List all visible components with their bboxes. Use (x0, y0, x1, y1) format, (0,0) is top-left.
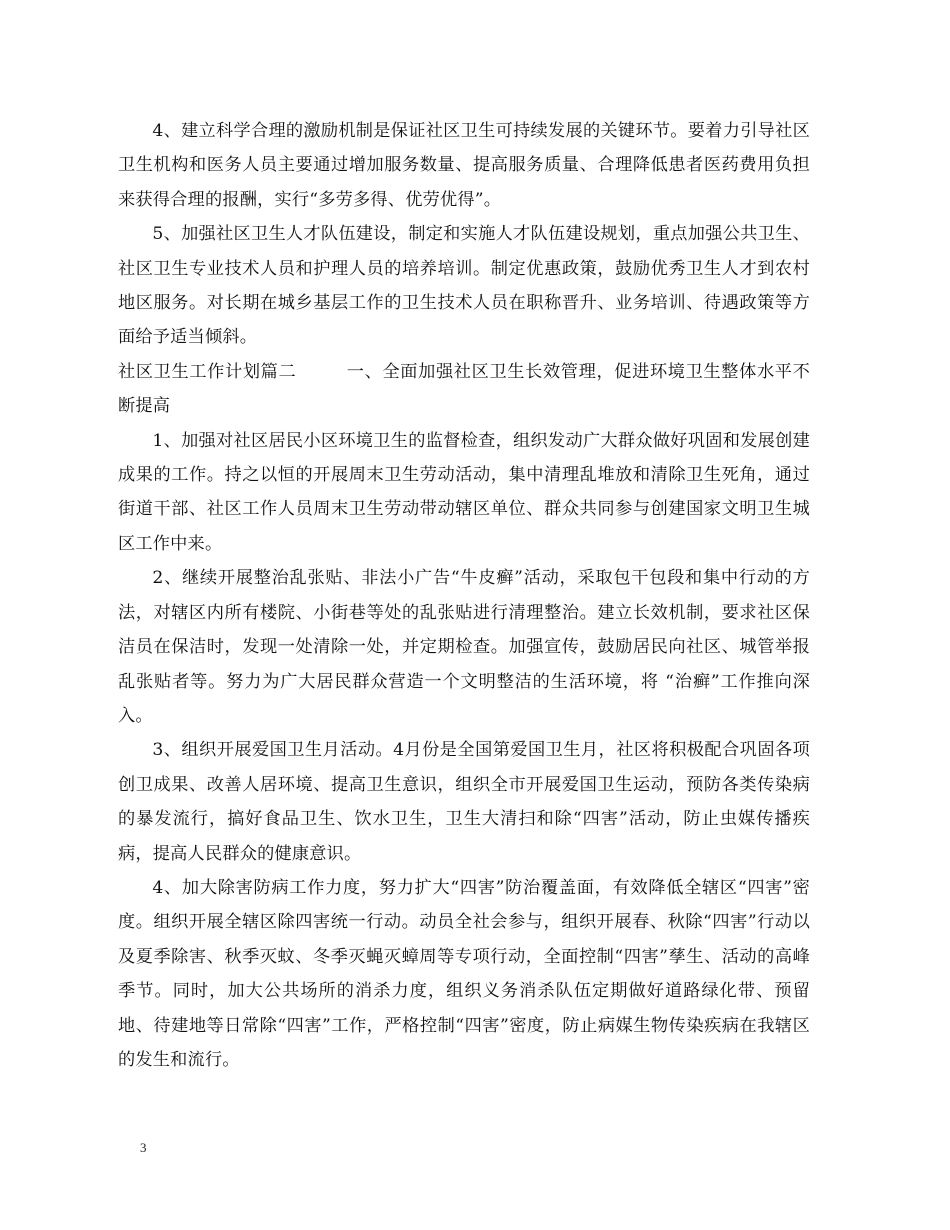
item-paragraph-1: 1、加强对社区居民小区环境卫生的监督检查，组织发动广大群众做好巩固和发展创建成果的工作。持之以恒的开展周末卫生劳动活动，集中清理乱堆放和清除卫生死角，通过街道干部、社区工作人员周末卫生劳动带动辖区单位、群众共同参与创建国家文明卫生城区工作中来。 (118, 430, 810, 554)
section-heading: 一、全面加强社区卫生长效管理，促进环境卫生整体水平不断提高 (118, 361, 810, 417)
document-body (118, 114, 810, 1077)
item-paragraph-4: 4、加大除害防病工作力度，努力扩大“四害”防治覆盖面，有效降低全辖区“四害”密度。组织开展全辖区除四害统一行动。动员全社会参与，组织开展春、秋除“四害”行动以及夏季除害、秋季灭蚊、冬季灭蝇灭蟑周等专项行动，全面控制“四害”孳生、活动的高峰季节。同时，加大公共场所的消杀力度，组织义务消杀队伍定期做好道路绿化带、预留地、待建地等日常除“四害”工作，严格控制“四害”密度，防止病媒生物传染疾病在我辖区的发生和流行。 (118, 877, 810, 1070)
item-paragraph-3: 3、组织开展爱国卫生月活动。4月份是全国第爱国卫生月，社区将积极配合巩固各项创卫成果、改善人居环境、提高卫生意识，组织全市开展爱国卫生运动，预防各类传染病的暴发流行，搞好食品卫生、饮水卫生，卫生大清扫和除“四害”活动，防止虫媒传播疾病，提高人民群众的健康意识。 (118, 740, 810, 864)
paragraph-incentive-mechanism: 4、建立科学合理的激励机制是保证社区卫生可持续发展的关键环节。要着力引导社区卫生机构和医务人员主要通过增加服务数量、提高服务质量、合理降低患者医药费用负担来获得合理的报酬，实行“多劳多得、优劳优得”。 (118, 121, 810, 210)
item-paragraph-2: 2、继续开展整治乱张贴、非法小广告“牛皮癣”活动，采取包干包段和集中行动的方法，对辖区内所有楼院、小街巷等处的乱张贴进行清理整治。建立长效机制，要求社区保洁员在保洁时，发现一处清除一处，并定期检查。加强宣传，鼓励居民向社区、城管举报乱张贴者等。努力为广大居民群众营造一个文明整洁的生活环境，将 “治癣”工作推向深入。 (118, 568, 810, 726)
page-number: 3 (140, 1140, 147, 1155)
section-title: 社区卫生工作计划篇二 (118, 361, 297, 382)
paragraph-talent-team: 5、加强社区卫生人才队伍建设，制定和实施人才队伍建设规划，重点加强公共卫生、社区卫生专业技术人员和护理人员的培养培训。制定优惠政策，鼓励优秀卫生人才到农村地区服务。对长期在城乡基层工作的卫生技术人员在职称晋升、业务培训、待遇政策等方面给予适当倾斜。 (118, 224, 810, 348)
section-heading-line (118, 355, 810, 424)
